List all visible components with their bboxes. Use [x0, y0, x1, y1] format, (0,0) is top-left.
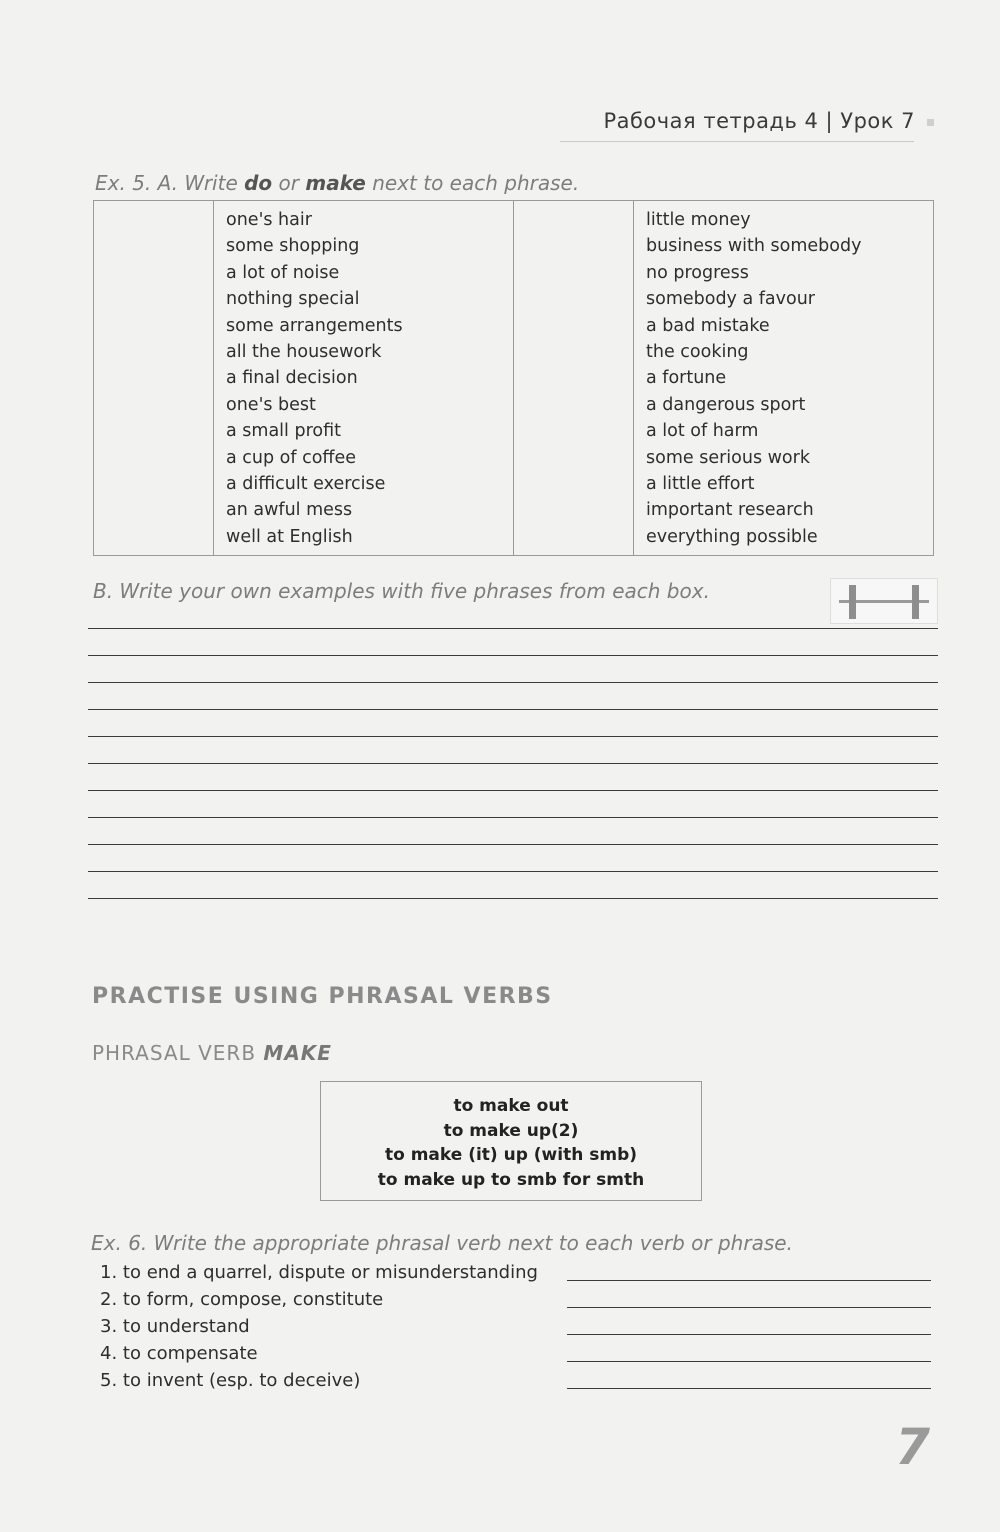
phrase-item: an awful mess	[226, 500, 353, 521]
phrasal-verb-box	[320, 1081, 702, 1201]
phrase-item: a bad mistake	[646, 315, 770, 336]
phrase-item: business with somebody	[646, 236, 862, 257]
phrase-item: some serious work	[646, 447, 810, 468]
phrase-item: a cup of coffee	[226, 447, 357, 468]
ex5-title-prefix: Ex. 5. A. Write	[95, 171, 245, 195]
ex6-list	[100, 1259, 538, 1394]
ex6-item: 5. to invent (esp. to deceive)	[100, 1370, 361, 1391]
ex6-title: Ex. 6. Write the appropriate phrasal verb next to each verb or phrase.	[91, 1231, 793, 1255]
phrasal-verb-item: to make (it) up (with smb)	[384, 1145, 638, 1165]
phrase-item: a small profit	[226, 421, 341, 442]
header-title: Рабочая тетрадь 4 | Урок 7	[603, 109, 915, 133]
phrase-item: a dangerous sport	[646, 394, 806, 415]
phrase-item: a final decision	[226, 368, 358, 389]
phrase-item: the cooking	[646, 342, 749, 363]
section-heading: PRACTISE USING PHRASAL VERBS	[92, 984, 553, 1009]
subheading-prefix: PHRASAL VERB	[92, 1041, 264, 1065]
subheading-verb: MAKE	[263, 1041, 332, 1065]
phrase-item: some arrangements	[226, 315, 403, 336]
writing-line[interactable]	[88, 736, 938, 737]
phrase-item: nothing special	[226, 289, 360, 310]
phrasal-verb-subheading	[92, 1041, 332, 1065]
phrase-item: a lot of noise	[226, 262, 340, 283]
ex6-item: 1. to end a quarrel, dispute or misunderstanding	[100, 1262, 538, 1283]
answer-cell-right[interactable]	[514, 201, 634, 556]
ex6-answer-lines[interactable]	[567, 1280, 931, 1415]
answer-line[interactable]	[567, 1388, 931, 1389]
ex6-item: 3. to understand	[100, 1316, 250, 1337]
phrase-item: all the housework	[226, 342, 382, 363]
phrase-item: a difficult exercise	[226, 474, 386, 495]
phrases-table	[93, 200, 934, 556]
answer-line[interactable]	[567, 1334, 931, 1335]
phrase-item: a fortune	[646, 368, 727, 389]
writing-line[interactable]	[88, 709, 938, 710]
writing-lines[interactable]	[88, 628, 938, 925]
writing-line[interactable]	[88, 763, 938, 764]
phrase-item: everything possible	[646, 526, 818, 547]
phrase-item: a lot of harm	[646, 421, 759, 442]
writing-line[interactable]	[88, 628, 938, 629]
phrase-item: a little effort	[646, 474, 755, 495]
ex5-title-suffix: next to each phrase.	[365, 171, 580, 195]
writing-line[interactable]	[88, 790, 938, 791]
writing-line[interactable]	[88, 871, 938, 872]
phrase-item: some shopping	[226, 236, 360, 257]
writing-line[interactable]	[88, 898, 938, 899]
phrasal-verb-item: to make up to smb for smth	[377, 1169, 645, 1190]
phrase-item: little money	[646, 210, 751, 230]
ex5-title-or: or	[272, 171, 306, 195]
writing-line[interactable]	[88, 682, 938, 683]
phrase-item: somebody a favour	[646, 289, 816, 310]
phrase-item: well at English	[226, 526, 353, 547]
phrase-column-2	[634, 201, 934, 556]
header-square-icon	[927, 119, 934, 126]
answer-line[interactable]	[567, 1280, 931, 1281]
dumbbell-icon	[830, 578, 938, 624]
ex5-title-do: do	[244, 171, 273, 195]
phrase-column-1	[214, 201, 514, 556]
ex5-title	[95, 171, 579, 195]
phrase-item: no progress	[646, 262, 749, 283]
part-b-title: B. Write your own examples with five phrases from each box.	[93, 579, 710, 603]
answer-line[interactable]	[567, 1361, 931, 1362]
writing-line[interactable]	[88, 817, 938, 818]
answer-cell-left[interactable]	[94, 201, 214, 556]
phrase-item: important research	[646, 500, 814, 521]
ex5-title-make: make	[305, 171, 366, 195]
phrase-item: one's best	[226, 394, 316, 415]
header-rule	[560, 141, 914, 142]
answer-line[interactable]	[567, 1307, 931, 1308]
ex6-item: 4. to compensate	[100, 1343, 258, 1364]
phrase-item: one's hair	[226, 210, 312, 230]
phrasal-verb-item: to make out	[453, 1096, 569, 1116]
ex6-item: 2. to form, compose, constitute	[100, 1289, 384, 1310]
writing-line[interactable]	[88, 655, 938, 656]
phrasal-verb-item: to make up(2)	[443, 1120, 579, 1141]
page-number: 7	[895, 1418, 930, 1476]
writing-line[interactable]	[88, 844, 938, 845]
